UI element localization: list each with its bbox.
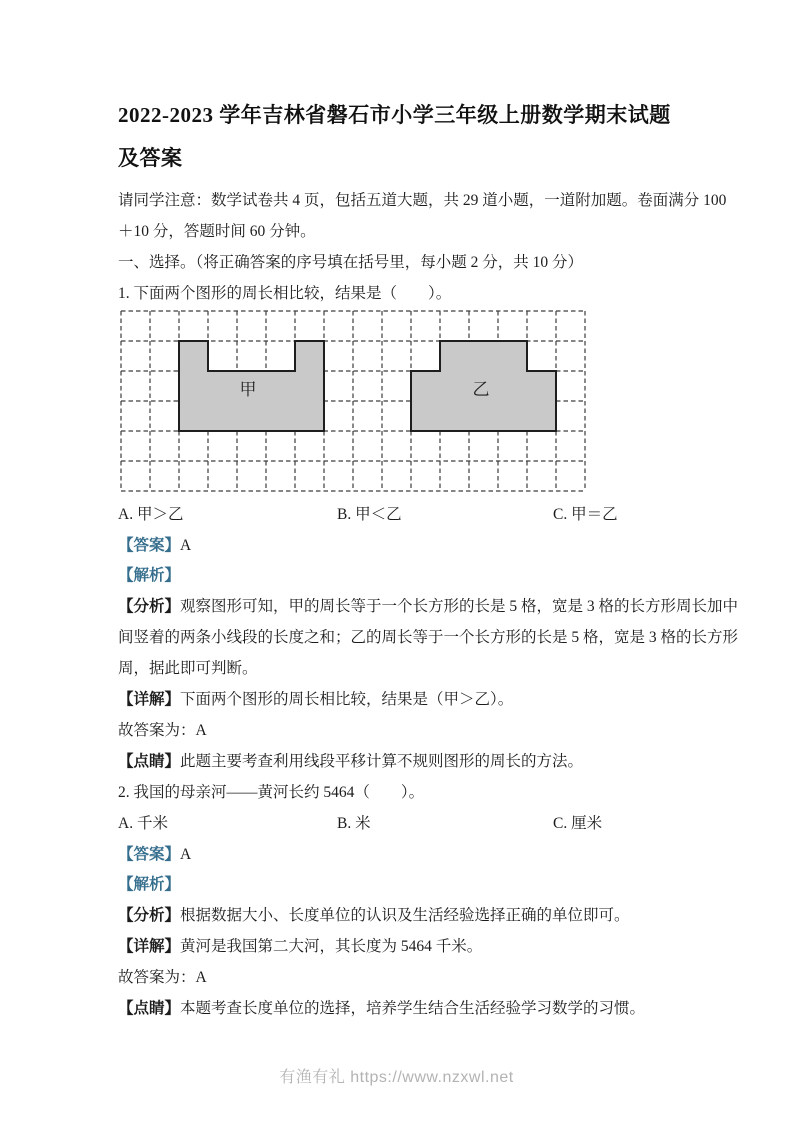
- q2-analysis-text: 根据数据大小、长度单位的认识及生活经验选择正确的单位即可。: [180, 907, 630, 925]
- q1-tip-line: [118, 747, 690, 778]
- analysis-label: 【分析】: [118, 598, 181, 616]
- q1-explain-line: [118, 561, 690, 592]
- page-content: [118, 94, 739, 1025]
- q1-analysis-line-3: 周，据此即可判断。: [118, 660, 258, 678]
- q1-option-c: C. 甲＝乙: [553, 505, 618, 523]
- page-title-line-2: 及答案: [118, 146, 183, 170]
- q2-tip-line: [118, 994, 690, 1025]
- detail-label: 【详解】: [118, 938, 181, 956]
- q2-answer-value: A: [180, 845, 192, 863]
- q2-answer-line: [118, 840, 690, 871]
- q1-conclusion-line: 故答案为：A: [118, 721, 207, 739]
- shape-yi-label: 乙: [472, 379, 490, 399]
- q2-stem: 2. 我国的母亲河——黄河长约 5464（ ）。: [118, 783, 425, 801]
- answer-label: 【答案】: [118, 536, 181, 554]
- explain-label: 【解析】: [118, 876, 181, 894]
- tip-label: 【点睛】: [118, 752, 181, 770]
- q1-tip-text: 此题主要考查利用线段平移计算不规则图形的周长的方法。: [180, 752, 584, 770]
- q1-analysis-text-1: 观察图形可知，甲的周长等于一个长方形的长是 5 格，宽是 3 格的长方形周长加中: [180, 598, 739, 616]
- q1-stem: 1. 下面两个图形的周长相比较，结果是（ ）。: [118, 284, 452, 302]
- answer-label: 【答案】: [118, 845, 181, 863]
- q1-options-row: [118, 500, 690, 531]
- q1-detail-text: 下面两个图形的周长相比较，结果是（甲＞乙）。: [180, 691, 514, 709]
- q2-options-row: [118, 809, 690, 840]
- q1-answer-line: [118, 531, 690, 562]
- q1-grid-figure: [120, 310, 586, 492]
- section-heading: 一、选择。（将正确答案的序号填在括号里，每小题 2 分，共 10 分）: [118, 253, 584, 271]
- watermark-footer: 有渔有礼 https://www.nzxwl.net: [279, 1069, 514, 1086]
- q2-detail-line: [118, 932, 690, 963]
- q1-analysis-line-1: [118, 592, 739, 623]
- q2-tip-text: 本题考查长度单位的选择，培养学生结合生活经验学习数学的习惯。: [180, 1000, 646, 1018]
- detail-label: 【详解】: [118, 691, 181, 709]
- page-title-line-1: 2022-2023 学年吉林省磐石市小学三年级上册数学期末试题: [118, 103, 671, 127]
- q1-figure: [120, 310, 690, 492]
- tip-label: 【点睛】: [118, 1000, 181, 1018]
- analysis-label: 【分析】: [118, 907, 181, 925]
- q1-analysis-line-2: 间竖着的两条小线段的长度之和；乙的周长等于一个长方形的长是 5 格，宽是 3 格的长方形: [118, 629, 739, 647]
- explain-label: 【解析】: [118, 567, 181, 585]
- q2-option-c: C. 厘米: [553, 814, 603, 832]
- q1-option-b: B. 甲＜乙: [337, 505, 402, 523]
- shape-jia-label: 甲: [239, 379, 257, 399]
- exam-notice-line-2: ＋10 分，答题时间 60 分钟。: [118, 222, 316, 240]
- q2-option-a: A. 千米: [118, 814, 168, 832]
- q1-answer-value: A: [180, 536, 192, 554]
- q2-explain-line: [118, 870, 690, 901]
- q2-analysis-line: [118, 901, 690, 932]
- q2-conclusion-line: 故答案为：A: [118, 969, 207, 987]
- q1-option-a: A. 甲＞乙: [118, 505, 184, 523]
- exam-notice-line-1: 请同学注意：数学试卷共 4 页，包括五道大题，共 29 道小题，一道附加题。卷面满分 100: [118, 192, 727, 209]
- q2-option-b: B. 米: [337, 814, 371, 832]
- q1-detail-line: [118, 685, 690, 716]
- q2-detail-text: 黄河是我国第二大河，其长度为 5464 千米。: [180, 938, 483, 956]
